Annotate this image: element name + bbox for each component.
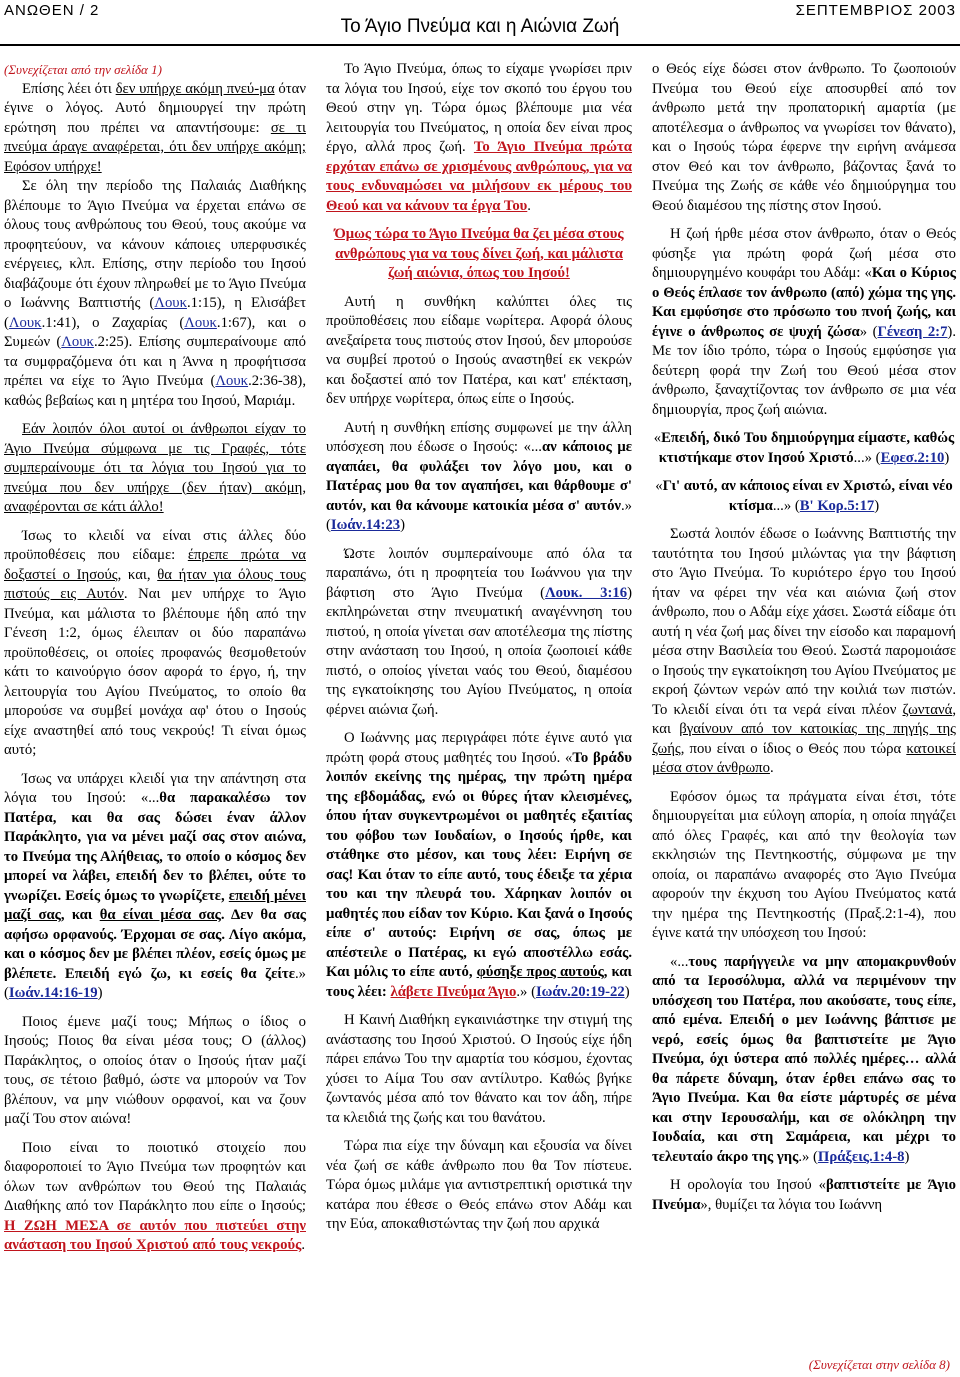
quote: «Επειδή, δικό Του δημιούργημα είμαστε, καθώς κτιστήκαμε στον Ιησού Χριστό...» (Εφεσ.2:10) — [653, 430, 955, 466]
scripture-link[interactable]: Εφεσ.2:10 — [880, 449, 945, 466]
scripture-link[interactable]: Λουκ. 3:16 — [545, 584, 628, 601]
continued-on-note: (Συνεχίζεται στην σελίδα 8) — [808, 1357, 950, 1372]
paragraph: Ο Ιωάννης μας περιγράφει πότε έγινε αυτό για πρώτη φορά στους μαθητές του Ιησού. «Το βράδυ λοιπόν εκείνης της ημέρας, την πρώτη ημέρα της εβδομάδας, ενώ οι θύρες ήταν κλεισμένες, όπου ήταν συγκεντρωμένοι οι μαθητές εξαιτίας του φόβου των Ιουδαίων, ο Ιησούς ήρθε, και στάθηκε στο μέσον, και τους λέει: Ειρήνη σε σας! Και όταν το είπε αυτό, τους έδειξε τα χέρια του και την πλευρά του. Χάρηκαν λοιπόν οι μαθητές που είδαν τον Κύριο. Και ξανά ο Ιησούς είπε σ' αυτούς: Ειρήνη σε σας, όπως με απέστειλε ο Πατέρας, κι εγώ αποστέλλω εσάς. Και μόλις το είπε αυτό, φύσηξε προς αυτούς, και τους λέει: λάβετε Πνεύμα Άγιο.» (Ιωάν.20:19-22) — [326, 730, 632, 1000]
scripture-link[interactable]: Λουκ — [215, 373, 249, 389]
emphasis-paragraph: Όμως τώρα το Άγιο Πνεύμα θα ζει μέσα στους ανθρώπους για να τους δίνει ζωή, και μάλιστα ζωή αιώνια, όπως του Ιησού! — [334, 226, 624, 281]
paragraph: Η Καινή Διαθήκη εγκαινιάστηκε την στιγμή της ανάστασης του Ιησού Χριστού. Ο Ιησούς είχε ήδη πάρει επάνω Του την αμαρτία του κόσμου, έχοντας χύσει το Αίμα Του σαν αντίλυτρο. Καθώς βγήκε ζωντανός μέσα από τον θάνατο και τον άδη, πήρε τα κλειδιά της ζωής και του θανάτου. — [326, 1012, 632, 1126]
quote: «Γι' αυτό, αν κάποιος είναι εν Χριστώ, είναι νέο κτίσμα...» (Β' Κορ.5:17) — [655, 478, 953, 514]
scripture-link[interactable]: Λουκ — [154, 295, 187, 311]
paragraph: Αυτή η συνθήκη καλύπτει όλες τις προϋποθέσεις που είδαμε νωρίτερα. Αφορά όλους ανεξαίρετα τους πιστούς στον Ιησού, δεν μπορούσε να συμβεί προτού ο Ιησούς αναστηθεί εκ νεκρών και δοξαστεί από τον Πατέρα, και κατ' επέκταση, δεν υπήρχε νωρίτερα, όπως είπε ο Ιησούς. — [326, 293, 632, 407]
scripture-link[interactable]: Ιωάν.14:23 — [330, 517, 401, 533]
continued-from-note: (Συνεχίζεται από την σελίδα 1) — [4, 62, 162, 77]
paragraph: «...τους παρήγγειλε να μην απομακρυνθούν από τα Ιεροσόλυμα, αλλά να περιμένουν την υπόσχεση του Πατέρα, που ακούσατε, τους είπε, από εμένα. Επειδή ο μεν Ιωάννης βάπτισε με νερό, εσείς όμως θα βαπτιστείτε με Άγιο Πνεύμα, όχι ύστερα από πολλές ημέρες… αλλά θα πάρετε δύναμη, όταν έρθει επάνω σας το Άγιο Πνεύμα. Και θα είστε μάρτυρές σε μένα και στην Ιερουσαλήμ, και σε ολόκληρη την Ιουδαία, και στη Σαμάρεια, και μέχρι το τελευταίο άκρο της γης.» (Πράξεις.1:4-8) — [652, 953, 956, 1165]
paragraph: Η ορολογία του Ιησού «βαπτιστείτε με Άγιο Πνεύμα», θυμίζει τα λόγια του Ιωάννη — [652, 1177, 956, 1213]
paragraph: Ποιο είναι το ποιοτικό στοιχείο που διαφοροποιεί το Άγιο Πνεύμα των προφητών και όλων των ανθρώπων του Θεού της Παλαιάς Διαθήκης από τον Παράκλητο που είπε ο Ιησούς; Η ΖΩΗ ΜΕΣΑ σε αυτόν που πιστεύει στην ανάσταση του Ιησού Χριστού από τους νεκρούς. — [4, 1139, 306, 1253]
column-1 — [4, 60, 306, 1256]
page-title: Το Άγιο Πνεύμα και η Αιώνια Ζωή — [340, 16, 620, 37]
scripture-link[interactable]: Ιωάν.20:19-22 — [535, 983, 625, 1000]
scripture-link[interactable]: Γένεση 2:7 — [877, 323, 948, 340]
scripture-link[interactable]: Λουκ — [61, 334, 94, 350]
paragraph: Ίσως να υπάρχει κλειδί για την απάντηση στα λόγια του Ιησού: «...θα παρακαλέσω τον Πατέρα, και θα σας δώσει έναν άλλον Παράκλητο, για να μένει μαζί σας στον αιώνα, το Πνεύμα της Αλήθειας, το οποίο ο κόσμος δεν μπορεί να λάβει, επειδή δεν το βλέπει, ούτε το γνωρίζει. Εσείς όμως το γνωρίζετε, επειδή μένει μαζί σας, και θα είναι μέσα σας. Δεν θα σας αφήσω ορφανούς. Έρχομαι σε σας. Λίγο ακόμα, και ο κόσμος δεν με βλέπει πλέον, εσείς όμως με βλέπετε. Επειδή εγώ ζω, κι εσείς θα ζείτε.» (Ιωάν.14:16-19) — [4, 770, 307, 1001]
paragraph: Ίσως το κλειδί να είναι στις άλλες δύο προϋποθέσεις που είδαμε: έπρεπε πρώτα να δοξαστεί ο Ιησούς, και, θα ήταν για όλους τους πιστούς εις Αυτόν. Ναι μεν υπήρχε το Άγιο Πνεύμα, και μάλιστα το βλέπουμε ήδη από την Γένεση 1:2, όμως έλειπαν οι δύο παραπάνω προϋποθέσεις, οι οποίες προφανώς θεσμοθετούν κάτι το καινούργιο όσον αφορά το έργο, ή, την λειτουργία του Αγίου Πνεύματος, το οποίο θα μπορούσε να συμβεί μονάχα αφ' ότου ο Ιησούς είχε αναστηθεί από τους νεκρούς! Τι είναι όμως αυτό; — [4, 527, 307, 758]
paragraph: Αυτή η συνθήκη επίσης συμφωνεί με την άλλη υπόσχεση που έδωσε ο Ιησούς: «...αν κάποιος με αγαπάει, θα φυλάξει τον λόγο μου, και ο Πατέρας μου θα τον αγαπήσει, και θάρθουμε σ' αυτόν, και θα κάνουμε κατοικία μέσα σ' αυτόν.» (Ιωάν.14:23) — [326, 419, 633, 533]
scripture-link[interactable]: Πράξεις.1:4-8 — [817, 1148, 905, 1165]
page-header — [0, 0, 960, 44]
paragraph: Η ζωή ήρθε μέσα στον άνθρωπο, όταν ο Θεός φύσηξε για πρώτη φορά ζωή μέσα στο δημιουργημένο κουφάρι του Αδάμ: «Και ο Κύριος ο Θεός έπλασε τον άνθρωπο (από) χώμα της γης. Και εμφύσησε στο πρόσωπο του πνοή ζωής, και έγινε ο άνθρωπος σε ψυχή ζώσα» (Γένεση 2:7). Με τον ίδιο τρόπο, τώρα ο Ιησούς εμφύσησε για δεύτερη φορά την Ζωή του Θεού μέσα στον άνθρωπο, ξαναχτίζοντας τον άνθρωπο σε μια νέα δημιουργία, προς ζωή αιώνια. — [652, 226, 956, 418]
date-label: ΣΕΠΤΕΜΒΡΙΟΣ 2003 — [795, 2, 956, 19]
paragraph: Ώστε λοιπόν συμπεραίνουμε από όλα τα παραπάνω, ότι η προφητεία του Ιωάννου για την βάφτιση στο Άγιο Πνεύμα (Λουκ. 3:16) εκπληρώνεται στην πνευματική αναγέννηση του πιστού, η οποία γίνεται σαν αποτέλεσμα της πίστης στην ανάσταση του Ιησού, η οποία ζωοποιεί κάθε πιστό, ο οποίος γίνεται ναός του Θεού, διαμέσου της εγκατοίκησης του Αγίου Πνεύματος, η οποία φέρνει αιώνια ζωή. — [326, 545, 632, 718]
header-rule — [0, 44, 960, 46]
scripture-link[interactable]: Λουκ — [184, 314, 217, 331]
paragraph: Τώρα πια είχε την δύναμη και εξουσία να δίνει νέα ζωή σε κάθε άνθρωπο που θα Τον πίστευε. Τώρα όμως μιλάμε για αντιστρεπτική οριστικά την κατάρα που έθεσε ο Θεός επάνω στον Αδάμ και την Εύα, αποκαθιστώντας την ζωή που αρχικά — [326, 1138, 632, 1232]
paragraph: Επίσης λέει ότι δεν υπήρχε ακόμη πνεύ-μα όταν έγινε ο λόγος. Αυτό δημιουργεί την πρώτη ερώτηση που πρέπει να απαντήσουμε: σε τι πνεύμα άραγε αναφέρεται, ότι δεν υπήρχε ακόμη; Εφόσον υπήρχε! — [4, 80, 306, 175]
scripture-link[interactable]: Β' Κορ.5:17 — [799, 497, 875, 514]
paragraph: ο Θεός είχε δώσει στον άνθρωπο. Το ζωοποιούν Πνεύμα του Θεού είχε αποσυρθεί από τον άνθρωπο μετά την προπατορική αμαρτία (με αποτέλεσμα ο άνθρωπος να γνωρίσει τον θάνατο), και ο Ιησούς τώρα έφερνε την ειρήνη ανάμεσα στον Θεό και τον άνθρωπο, βάζοντας ξανά το Πνεύμα της Ζωής σε κάθε νέο δημιούργημα του Θεού διαμέσου της πίστης στον Ιησού. — [652, 61, 956, 214]
paragraph: Σε όλη την περίοδο της Παλαιάς Διαθήκης βλέπουμε το Άγιο Πνεύμα να έρχεται επάνω σε όλους τους ανθρώπους του Θεού, τους ακούμε να προφητεύουν, να κάνουν κάποιες υπερφυσικές ενέργειες, κλπ. Επίσης, στην περίοδο του Ιησού διαβάζουμε ότι έχουν πληρωθεί με το Άγιο Πνεύμα ο Ιωάννης Βαπτιστής (Λουκ.1:15), η Ελισάβετ (Λουκ.1:41), ο Ζαχαρίας (Λουκ.1:67), και ο Συμεών (Λουκ.2:25). Επίσης συμπεραίνουμε από τα συμφραζόμενα ότι και η Άννα η προφήτισσα πρέπει να είχε το Άγιο Πνεύμα (Λουκ.2:36-38), καθώς βεβαίως και η μητέρα του Ιησού, Μαριάμ. — [4, 178, 306, 409]
paragraph: Το Άγιο Πνεύμα, όπως το είχαμε γνωρίσει πριν τα λόγια του Ιησού, είχε τον σκοπό του έργου του Θεού στην γη. Τώρα όμως βλέπουμε μια νέα λειτουργία του Πνεύματος, η οποία δεν είναι προς έργο, αλλά προς ζωή. Το Άγιο Πνεύμα πρώτα ερχόταν επάνω σε χρισμένους ανθρώπους, για να τους ενδυναμώσει να μιλήσουν εκ μέρους του Θεού και να κάνουν τα έργα Του. — [326, 61, 632, 214]
paragraph: Σωστά λοιπόν έδωσε ο Ιωάννης Βαπτιστής την ταυτότητα του Ιησού μιλώντας για την βάφτιση στο Άγιο Πνεύμα. Το κυριότερο έργο του Ιησού ήταν να φέρει την νέα και αιώνια ζωή στον άνθρωπο, που ο Αδάμ είχε χάσει. Σωστά είδαμε ότι αυτή η νέα ζωή μας δίνει την είσοδο και παραμονή μέσα στην Βασιλεία του Θεού. Σωστά παρομοιάσε ο Ιησούς την εγκατοίκηση του Αγίου Πνεύματος με εκροή ζώντων νερών από την κοιλιά των πιστών. Το κλειδί είναι ότι τα νερά είναι πλέον ζωντανά, και βγαίνουν από τον κατοικίας της πηγής της ζωής, που είναι ο ίδιος ο Θεός που τώρα κατοικεί μέσα στον άνθρωπο. — [652, 526, 956, 776]
issue-label: ΑΝΩΘΕΝ / 2 — [4, 2, 100, 19]
column-2 — [326, 60, 632, 1235]
column-3 — [652, 60, 956, 1215]
scripture-link[interactable]: Ιωάν.14:16-19 — [8, 985, 98, 1001]
paragraph: Ποιος έμενε μαζί τους; Μήπως ο ίδιος ο Ιησούς; Ποιος θα είναι μέσα τους; Ο (άλλος) Παράκλητος, ο οποίος όταν ο Ιησούς ήταν μαζί τους, σε τέτοιο βαθμό, ώστε να μπορούν να Τον βλέπουν, να μην νιώθουν ορφανοί, και να ζουν μαζί Του στον αιώνα! — [4, 1013, 306, 1127]
paragraph: Εφόσον όμως τα πράγματα είναι έτσι, τότε δημιουργείται μια εύλογη απορία, η οποία πηγάζει από όλες Γραφές, και από την θεολογία των εκκλησιών της Πεντηκοστής, σύμφωνα με την οποία, οι παραπάνω αναφορές στο Άγιο Πνεύμα αφορούν την έκχυση του Αγίου Πνεύματος κατά την ημέρα της Πεντηκοστής (Πραξ.2:1-4), που έγινε κατά την υπόσχεση του Ιησού: — [652, 788, 956, 941]
paragraph: Εάν λοιπόν όλοι αυτοί οι άνθρωποι είχαν το Άγιο Πνεύμα σύμφωνα με τις Γραφές, τότε συμπεραίνουμε ότι τα λόγια του Ιησού για το πνεύμα που δεν υπήρχε (δεν ήταν) ακόμη, αναφέρονται σε κάτι άλλο! — [4, 421, 306, 515]
scripture-link[interactable]: Λουκ — [8, 314, 42, 331]
